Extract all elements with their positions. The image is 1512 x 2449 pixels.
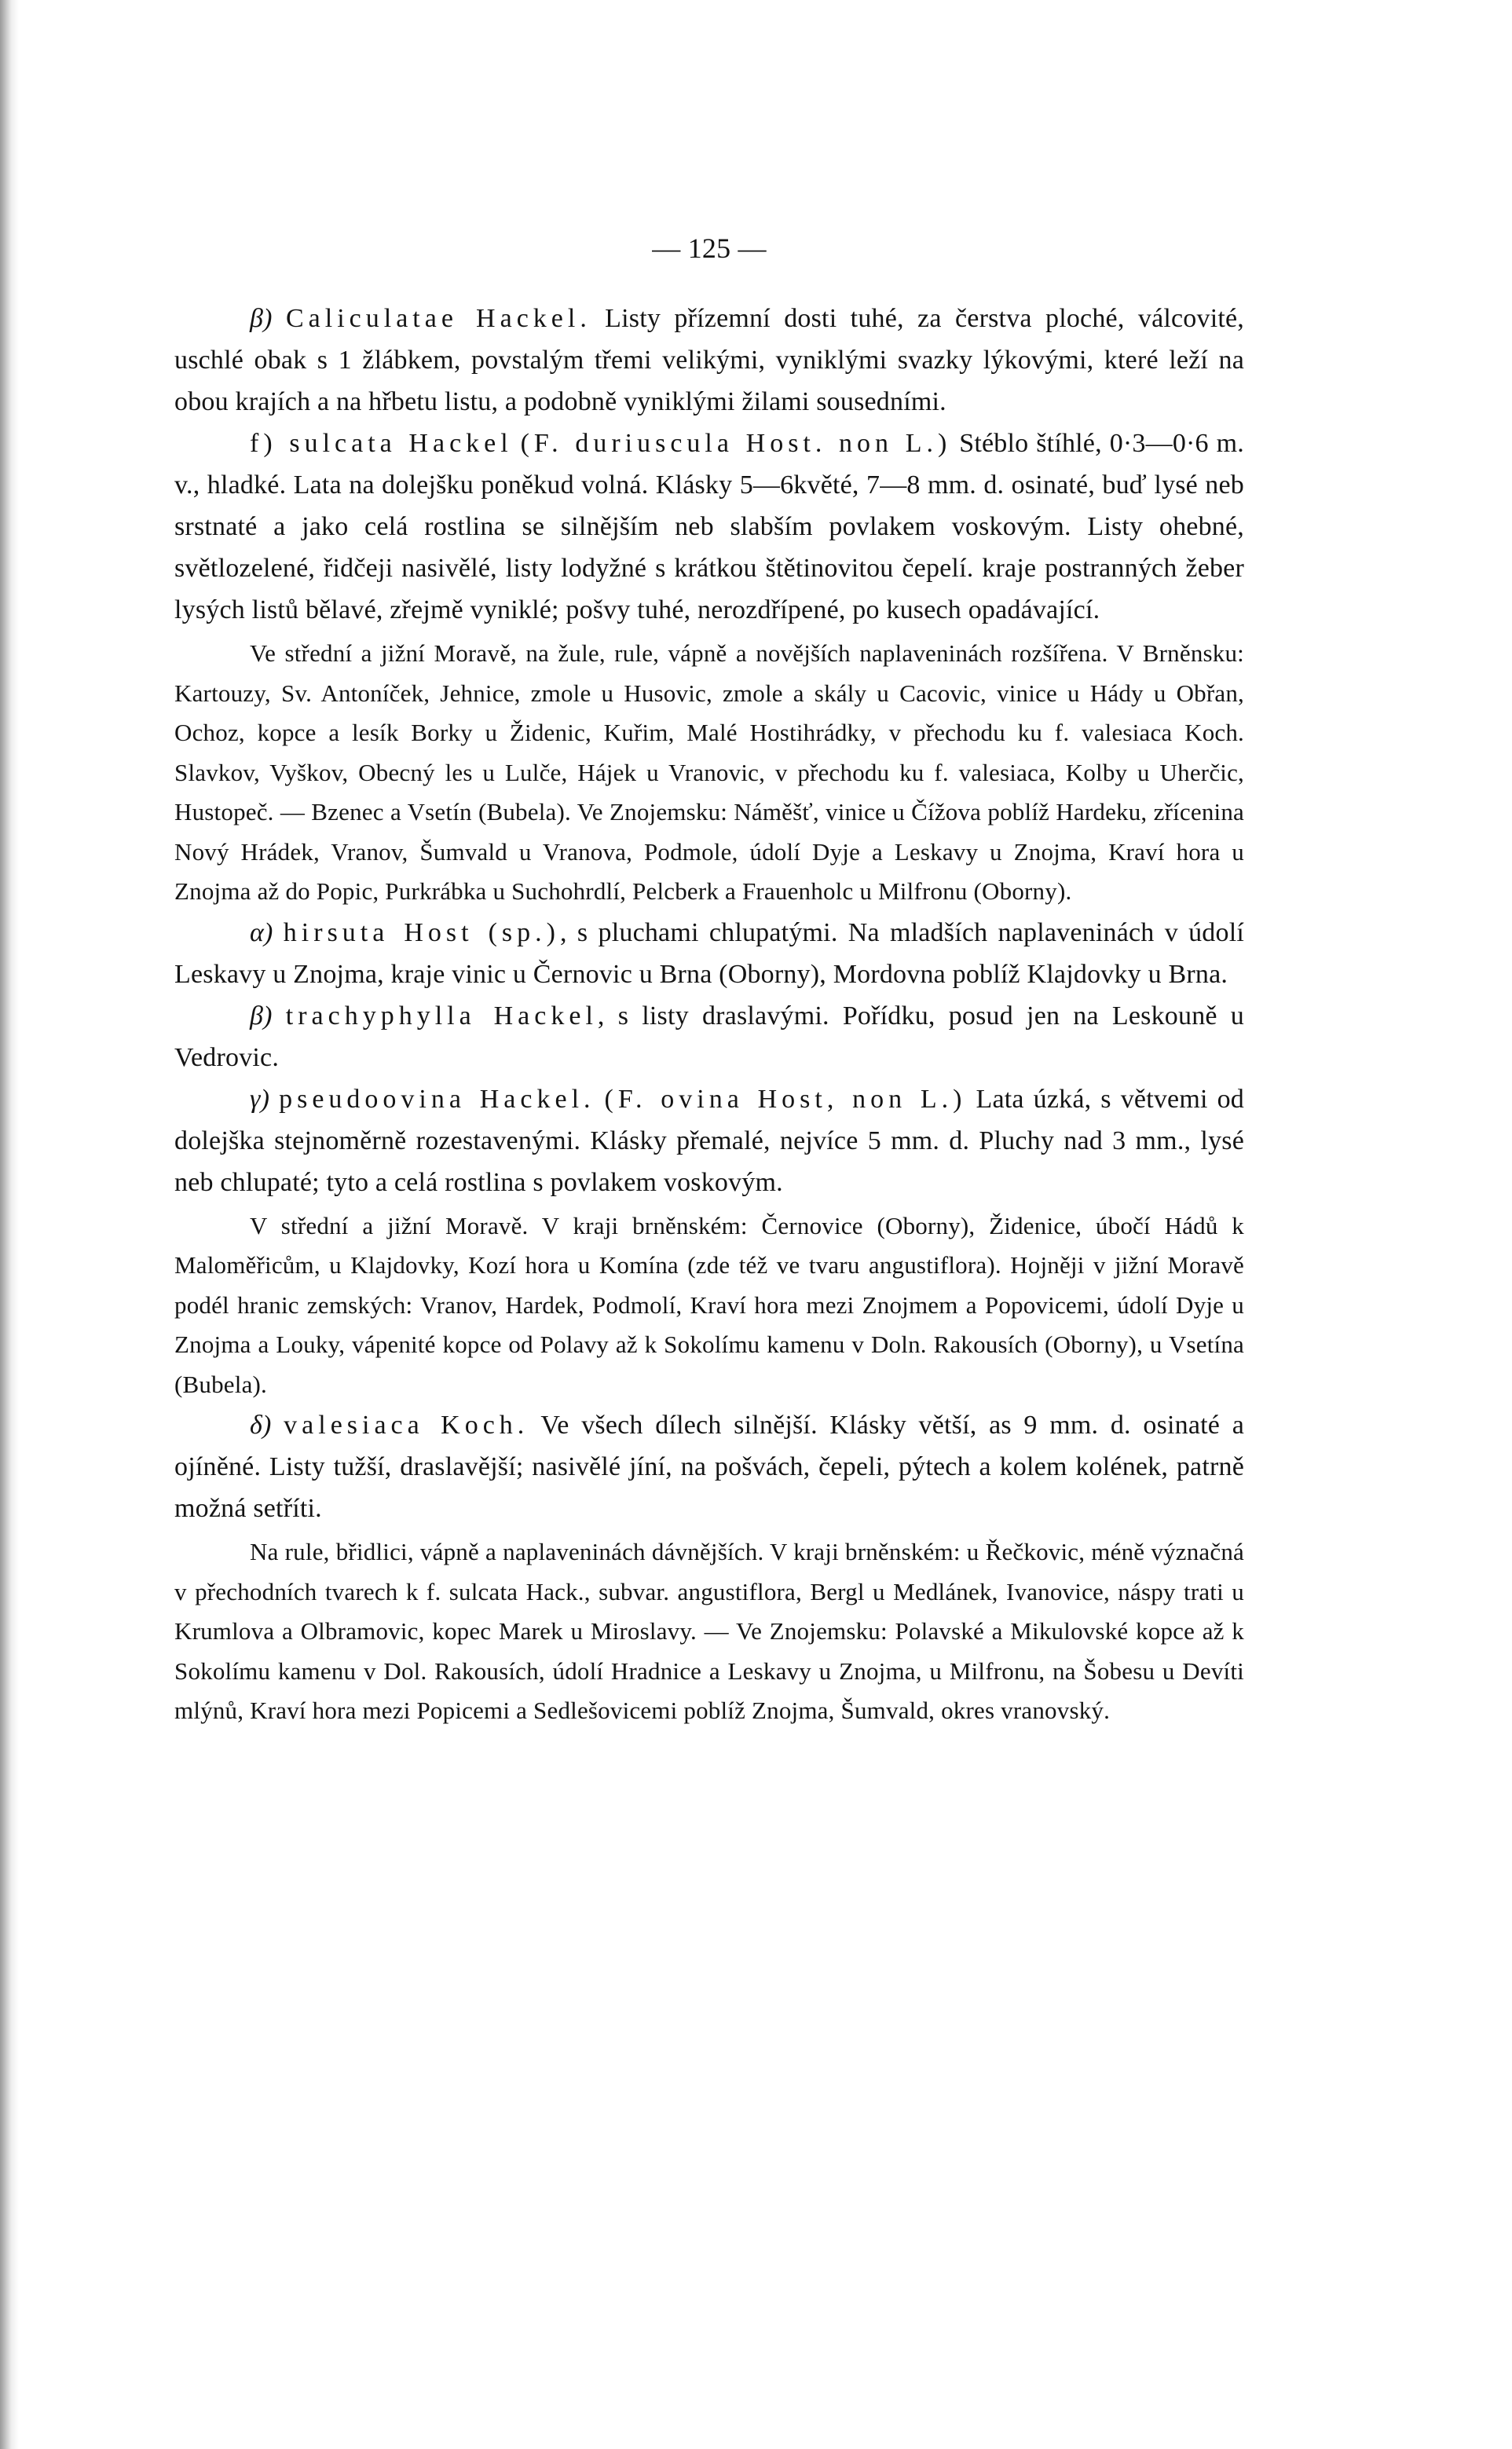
paragraph-beta-trachyphylla: [174, 995, 1244, 1078]
greek-marker: δ): [250, 1411, 272, 1440]
paragraph-text: , s pluchami chlupatými. Na mladších naplaveninách v údolí Leskavy u Znojma, kraje vinic u Černovic u Brna (Oborny), Mordovna poblíž Klajdovky u Brna.: [174, 917, 1244, 989]
taxon-name: pseudoovina Hackel.: [279, 1084, 595, 1114]
greek-marker: β): [250, 1001, 273, 1030]
taxon-name: valesiaca Koch.: [284, 1411, 529, 1440]
scan-edge-shadow: [0, 0, 19, 2449]
paragraph-text: Ve všech dílech silnější. Klásky větší, as 9 mm. d. osinaté a ojíněné. Listy tužší, draslavější; nasivělé jíní, na pošvách, čepeli, pýtech a kolem kolének, patrně možná setříti.: [174, 1411, 1244, 1523]
page-body: [174, 228, 1244, 1731]
paragraph-text: Lata úzká, s větvemi od dolejška stejnoměrně rozestavenými. Klásky přemalé, nejvíce 5 mm. d. Pluchy nad 3 mm., lysé neb chlupaté; tyto a celá rostlina s povlakem voskovým.: [174, 1084, 1245, 1197]
taxon-synonym: (F. ovina Host, non L.): [604, 1084, 967, 1114]
greek-marker: α): [250, 917, 273, 947]
taxon-name: Caliculatae Hackel.: [286, 304, 591, 333]
greek-marker: β): [250, 304, 273, 333]
greek-marker: γ): [250, 1084, 270, 1114]
paragraph-gamma-distribution: V střední a jižní Moravě. V kraji brněnském: Černovice (Oborny), Židenice, úbočí Hádů k Maloměřicům, u Klajdovky, Kozí hora u Komína (zde též ve tvaru angustiflora). Hojněji v jižní Moravě podél hranic zemských: Vranov, Hardek, Podmolí, Kraví hora mezi Znojmem a Popovicemi, údolí Dyje u Znojma a Louky, vápenité kopce od Polavy až k Sokolímu kamenu v Doln. Rakousích (Oborny), u Vsetína (Bubela).: [174, 1211, 1244, 1398]
paragraph-text: , s listy draslavými. Pořídku, posud jen na Leskouně u Vedrovic.: [174, 1001, 1244, 1072]
taxon-name: hirsuta Host (sp.): [283, 917, 560, 947]
paragraph-delta-distribution: Na rule, břidlici, vápně a naplaveninách dávnějších. V kraji brněnském: u Řečkovic, méně význačná v přechodních tvarech k f. sulcata Hack., subvar. angustiflora, Bergl u Medlánek, Ivanovice, náspy trati u Krumlova a Olbramovic, kopec Marek u Miroslavy. — Ve Znojemsku: Polavské a Mikulovské kopce až k Sokolímu kamenu v Dol. Rakousích, údolí Hradnice a Leskavy u Znojma, u Milfronu, na Šobesu u Devíti mlýnů, Kraví hora mezi Popicemi a Sedlešovicemi poblíž Znojma, Šumvald, okres vranovský.: [174, 1538, 1244, 1724]
page-number: — 125 —: [652, 232, 767, 264]
paragraph-beta-caliculatae: [174, 298, 1244, 423]
paragraph-text: Listy přízemní dosti tuhé, za čerstva ploché, válcovité, uschlé obak s 1 žlábkem, povstalým třemi velikými, vyniklými svazky lýkovými, které leží na obou krajích a na hřbetu listu, a podobně vyniklými žilami sousedními.: [174, 304, 1244, 416]
taxon-name: f) sulcata Hackel: [250, 429, 513, 458]
paragraph-delta-valesiaca: [174, 1404, 1244, 1529]
paragraph-text: Stéblo štíhlé, 0·3—0·6 m. v., hladké. Lata na dolejšku poněkud volná. Klásky 5—6květé, 7—8 mm. d. osinaté, buď lysé neb srstnaté a jako celá rostlina se silnějším neb slabším povlakem voskovým. Listy ohebné, světlozelené, řidčeji nasivělé, listy lodyžné s krátkou štětinovitou čepelí. kraje postranných žeber lysých listů bělavé, zřejmě vyniklé; pošvy tuhé, nerozdřípené, po kusech opadávající.: [174, 429, 1244, 624]
paragraph-f-sulcata-distribution: Ve střední a jižní Moravě, na žule, rule, vápně a novějších naplaveninách rozšířena. V Brněnsku: Kartouzy, Sv. Antoníček, Jehnice, zmole u Husovic, zmole a skály u Cacovic, vinice u Hády u Obřan, Ochoz, kopce a lesík Borky u Židenic, Kuřim, Malé Hostihrádky, v přechodu ku f. valesiaca Koch. Slavkov, Vyškov, Obecný les u Lulče, Hájek u Vranovic, v přechodu ku f. valesiaca, Kolby u Uherčic, Hustopeč. — Bzenec a Vsetín (Bubela). Ve Znojemsku: Náměšť, vinice u Čížova poblíž Hardeku, zřícenina Nový Hrádek, Vranov, Šumvald u Vranova, Podmole, údolí Dyje a Leskavy u Znojma, Kraví hora u Znojma až do Popic, Purkrábka u Suchohrdlí, Pelcberk a Frauenholc u Milfronu (Oborny).: [174, 639, 1244, 905]
taxon-synonym: (F. duriuscula Host. non L.): [520, 429, 952, 458]
paragraph-f-sulcata: [174, 423, 1244, 631]
paragraph-gamma-pseudoovina: [174, 1078, 1244, 1203]
paragraph-alpha-hirsuta: [174, 912, 1244, 995]
taxon-name: trachyphylla Hackel: [285, 1001, 598, 1030]
